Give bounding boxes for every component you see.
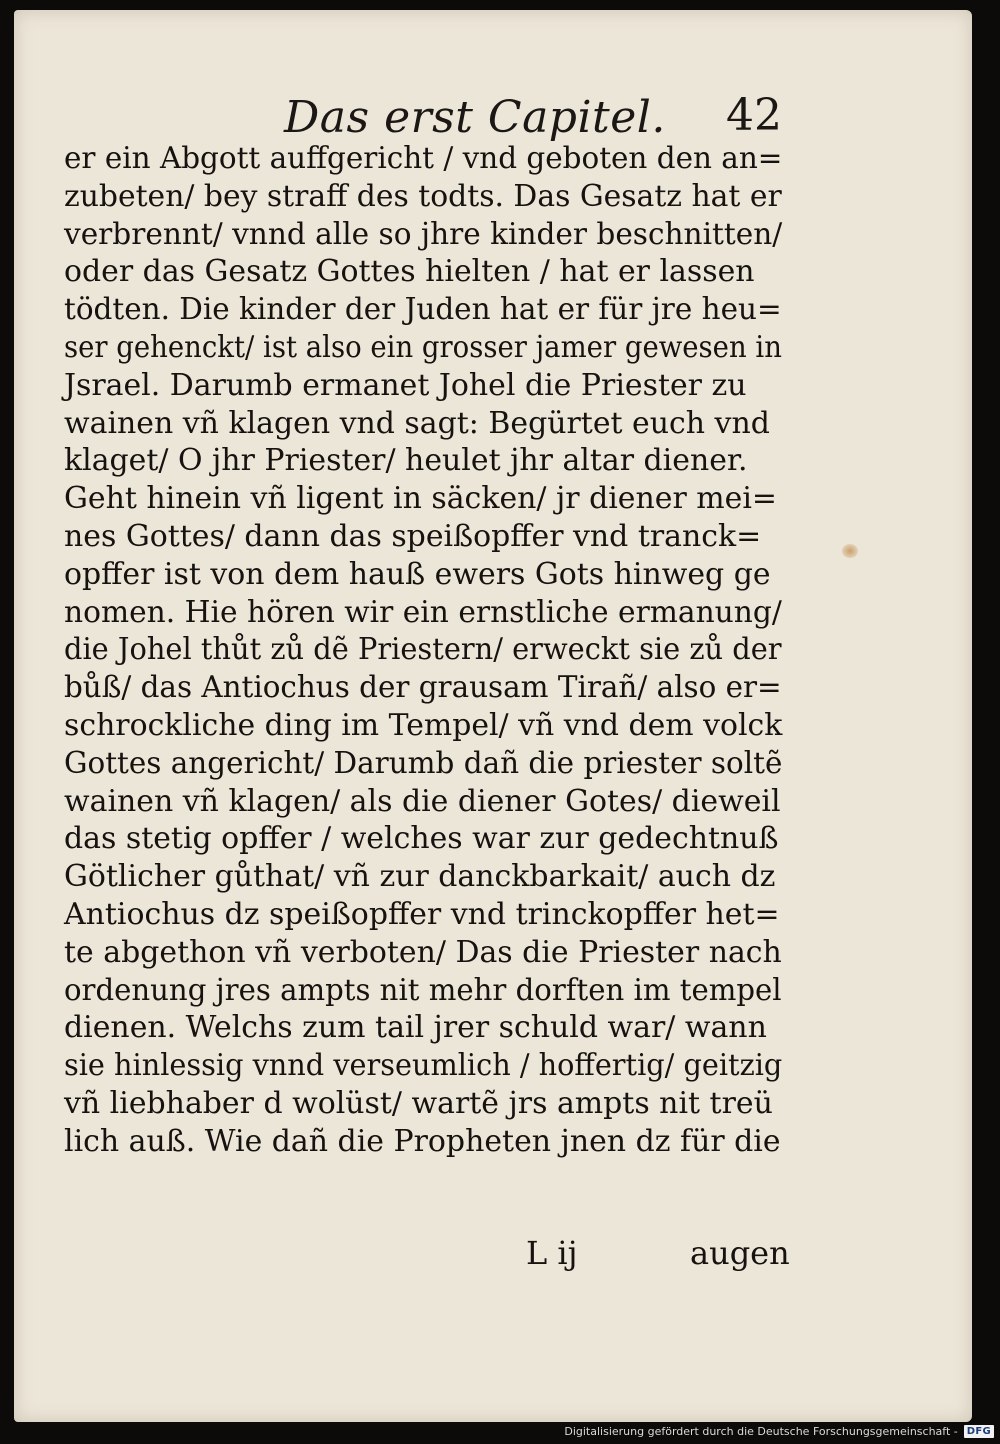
text-line: bůß/ das Antiochus der grausam Tirañ/ also er= bbox=[64, 670, 782, 706]
text-line: nomen. Hie hören wir ein ernstliche ermanung/ bbox=[64, 594, 782, 630]
text-line: sie hinlessig vnnd verseumlich / hoffertig/ geitzig bbox=[64, 1048, 783, 1084]
text-line: dienen. Welchs zum tail jrer schuld war/ wann bbox=[64, 1010, 767, 1046]
text-line: klaget/ O jhr Priester/ heulet jhr altar diener. bbox=[64, 443, 748, 479]
page-number: 42 bbox=[726, 90, 782, 141]
text-line: er ein Abgott auffgericht / vnd geboten den an= bbox=[64, 141, 783, 176]
text-line: tödten. Die kinder der Juden hat er für jre heu= bbox=[64, 292, 782, 328]
text-line: opffer ist von dem hauß ewers Gots hinweg ge bbox=[64, 556, 771, 592]
text-line: nes Gottes/ dann das speißopffer vnd tranck= bbox=[64, 518, 762, 554]
text-line: wainen vñ klagen/ als die diener Gotes/ dieweil bbox=[64, 783, 781, 819]
text-line: Gottes angericht/ Darumb dañ die priester soltẽ bbox=[64, 745, 783, 781]
text-line: ser gehenckt/ ist also ein grosser jamer gewesen in bbox=[64, 329, 782, 365]
text-line: die Johel thůt zů dẽ Priestern/ erweckt sie zů der bbox=[64, 632, 782, 668]
text-line: Jsrael. Darumb ermanet Johel die Priester zu bbox=[64, 367, 747, 403]
text-line: verbrennt/ vnnd alle so jhre kinder beschnitten/ bbox=[64, 216, 783, 252]
text-line: wainen vñ klagen vnd sagt: Begürtet euch vnd bbox=[64, 405, 770, 441]
book-page bbox=[14, 10, 972, 1422]
text-line: ordenung jres ampts nit mehr dorften im tempel bbox=[64, 972, 782, 1008]
credit-text: Digitalisierung gefördert durch die Deutsche Forschungsgemeinschaft - bbox=[564, 1424, 958, 1438]
text-line: vñ liebhaber d wolüst/ wartẽ jrs ampts nit treü bbox=[64, 1085, 773, 1121]
running-head: Das erst Capitel. bbox=[284, 92, 666, 143]
digitization-credit bbox=[564, 1422, 994, 1440]
text-line: te abgethon vñ verboten/ Das die Priester nach bbox=[64, 934, 782, 970]
text-line: lich auß. Wie dañ die Propheten jnen dz für die bbox=[64, 1123, 781, 1159]
dfg-logo: DFG bbox=[964, 1425, 994, 1438]
body-text bbox=[64, 140, 784, 1161]
text-line: schrockliche ding im Tempel/ vñ vnd dem volck bbox=[64, 707, 783, 743]
text-line: oder das Gesatz Gottes hielten / hat er lassen bbox=[64, 254, 755, 290]
text-line: Götlicher gůthat/ vñ zur danckbarkait/ auch dz bbox=[64, 859, 776, 895]
signature-mark: L ij bbox=[526, 1234, 578, 1272]
text-line: Antiochus dz speißopffer vnd trinckopffer het= bbox=[64, 896, 780, 932]
text-line: zubeten/ bey straff des todts. Das Gesatz hat er bbox=[64, 178, 782, 214]
catchword: augen bbox=[690, 1234, 790, 1272]
text-line: Geht hinein vñ ligent in säcken/ jr diener mei= bbox=[64, 481, 778, 517]
text-line: das stetig opffer / welches war zur gedechtnuß bbox=[64, 821, 779, 857]
